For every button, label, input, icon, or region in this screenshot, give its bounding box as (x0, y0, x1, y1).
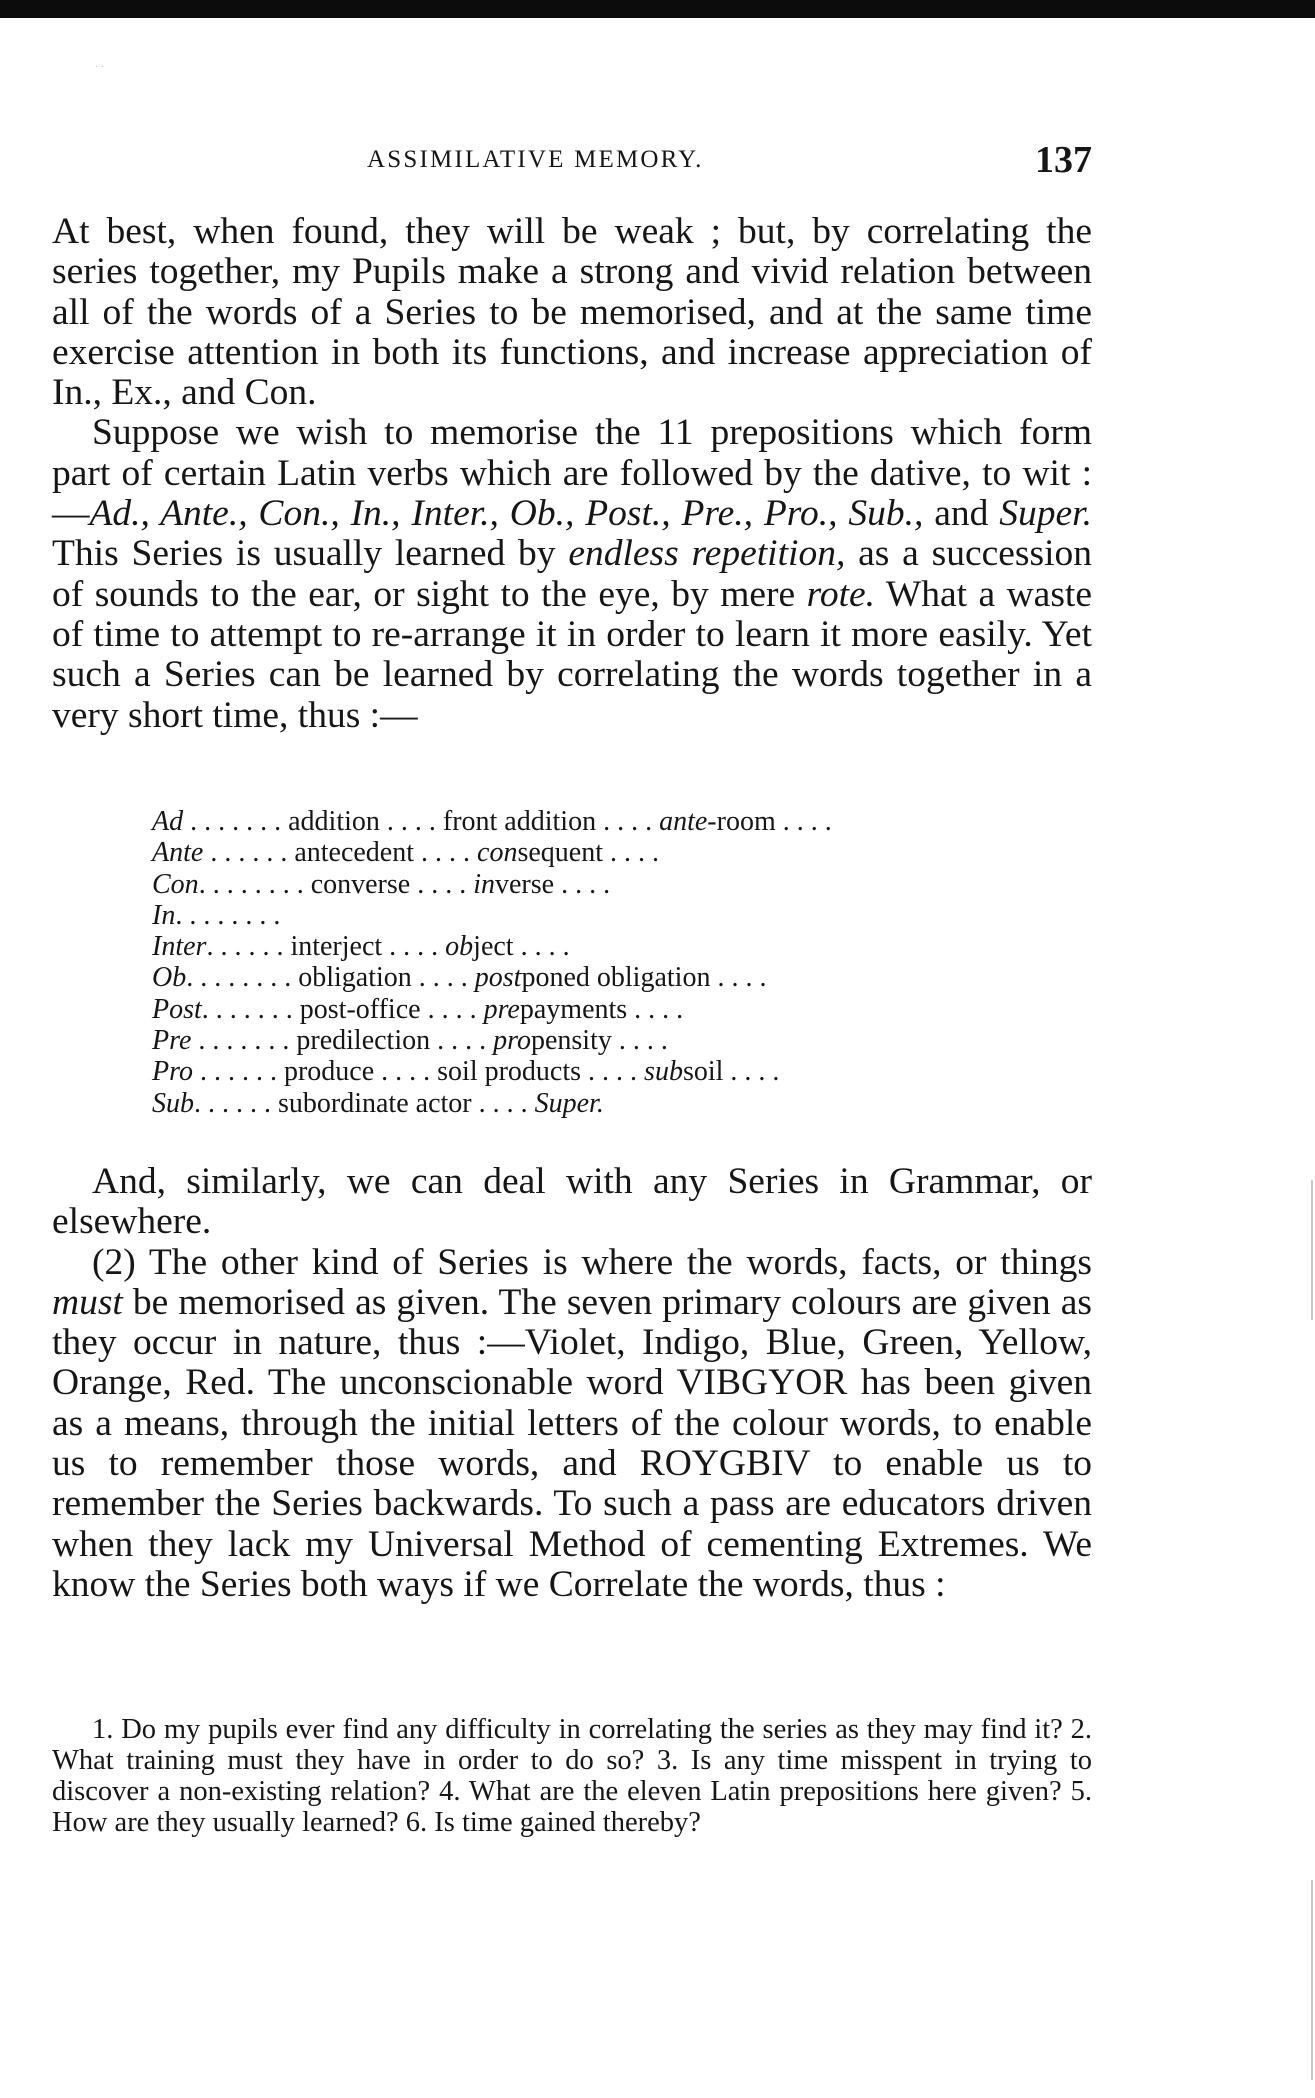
row-part: front addition (442, 806, 597, 837)
row-term: Con (152, 868, 199, 900)
row-part: . . . . (611, 1025, 668, 1057)
paragraph-4 (52, 1243, 1092, 1606)
correlation-row (152, 837, 1052, 868)
row-term: Sub (152, 1087, 194, 1119)
row-part: . . . . (410, 868, 474, 900)
row-term: Post (152, 993, 202, 1025)
paragraph-2 (52, 413, 1092, 735)
row-part: converse (310, 868, 411, 900)
row-part: . . . . (723, 1056, 780, 1088)
row-italic-part: pre (483, 993, 520, 1025)
row-leader-dots: . . . . . . (206, 931, 291, 963)
paragraph-1: At best, when found, they will be weak ; but, by correlating the series together, my Pupils make a strong and vivid relation between all of the words of a Series to be memorised, and at the same time exercise attention in both its functions, and increase appreciation of In., Ex., and Con. (52, 211, 1092, 414)
row-italic-part: in (473, 868, 495, 900)
page-header (52, 139, 1092, 182)
row-italic-part: Super. (534, 1087, 604, 1119)
row-leader-dots: . . . . . . . . (175, 899, 281, 931)
paragraph-4-text: be memorised as given. The seven primary colours are given as they occur in nature, thus :—Violet, Indigo, Blue, Green, Yellow, Orange, Red. The unconscionable word VIBGYOR has been given as a means, through the initial letters of the colour words, to enable us to remember those words, and ROYGBIV to enable us to remember the Series backwards. To such a pass are educators driven when they lack my Universal Method of cementing Extremes. We know the Series both ways if we Correlate the words, thus : (52, 1281, 1092, 1605)
row-part: sequent (517, 837, 603, 869)
row-part: . . . . (710, 962, 767, 994)
correlation-table (152, 806, 1052, 1119)
row-term: Ob (152, 962, 187, 994)
row-part: subordinate actor (278, 1087, 472, 1119)
preposition-list: Ad., Ante., Con., In., Inter., Ob., Post., Pre., Pro., Sub., (89, 493, 924, 535)
row-part: . . . . (420, 993, 484, 1025)
row-part: obligation (298, 962, 412, 994)
paragraph-2-text: Suppose we wish to memorise the 11 prepositions which form part of certain Latin verbs which are followed by the dative, to wit :— (52, 412, 1092, 535)
correlation-row (152, 1088, 1052, 1119)
row-part: interject (290, 931, 383, 963)
row-part: . . . . (382, 931, 446, 963)
paragraph-3: And, similarly, we can deal with any Series in Grammar, or elsewhere. (52, 1161, 1092, 1243)
row-part: . . . . (775, 806, 832, 837)
correlation-row (152, 962, 1052, 993)
row-part: poned obligation (521, 962, 711, 994)
scan-speck: · · (95, 62, 105, 73)
row-term: Pro (152, 1056, 193, 1088)
row-term: In (152, 899, 176, 931)
page-number: 137 (1035, 139, 1092, 181)
row-part: post-office (299, 993, 421, 1025)
row-part: . . . . (374, 1056, 438, 1088)
correlation-row (152, 900, 1052, 931)
row-term: Ante (152, 837, 204, 869)
row-part: . . . . (627, 993, 684, 1025)
row-part: produce (283, 1056, 375, 1088)
row-leader-dots: . . . . . . . (183, 806, 289, 837)
paragraph-2-text: as a succession of sounds to the ear, or sight to the eye, by mere (52, 533, 1093, 615)
paragraph-4-text: (2) The other kind of Series is where the words, facts, or things (92, 1241, 1092, 1283)
row-part: addition (288, 806, 380, 837)
scan-top-border (0, 0, 1315, 18)
correlation-row (152, 869, 1052, 900)
emphasis-endless-repetition: endless repetition, (568, 533, 846, 575)
body-text (52, 212, 1092, 736)
row-part: payments (519, 993, 628, 1025)
row-term: Inter (152, 931, 207, 963)
row-leader-dots: . . . . . . . . (198, 868, 311, 900)
row-part: soil (682, 1056, 724, 1088)
row-part: pensity (530, 1025, 612, 1057)
row-leader-dots: . . . . . . . (201, 993, 300, 1025)
row-italic-part: post (474, 962, 522, 994)
row-part: -room (707, 806, 776, 837)
row-part: ject (473, 931, 514, 963)
row-part: . . . . (379, 806, 443, 837)
row-italic-part: ob (445, 931, 474, 963)
emphasis-rote: rote. (806, 573, 876, 615)
row-term: Pre (152, 1025, 192, 1057)
correlation-row (152, 1056, 1052, 1087)
row-part: . . . . (414, 837, 478, 869)
row-part: . . . . (471, 1087, 535, 1119)
row-leader-dots: . . . . . . . . (186, 962, 299, 994)
correlation-row (152, 931, 1052, 962)
row-italic-part: sub (644, 1056, 683, 1088)
row-part: . . . . (602, 837, 659, 869)
row-part: antecedent (294, 837, 415, 869)
row-italic-part: ante (659, 806, 708, 837)
row-leader-dots: . . . . . . (194, 1087, 278, 1119)
preposition-super: Super. (999, 493, 1092, 535)
scan-edge-mark (1311, 1880, 1313, 2080)
row-leader-dots: . . . . . . (203, 837, 295, 869)
paragraph-2-text: This Series is usually learned by (52, 533, 569, 575)
correlation-row (152, 806, 1052, 837)
correlation-row (152, 1025, 1052, 1056)
running-title: ASSIMILATIVE MEMORY. (367, 146, 704, 173)
row-part: . . . . (513, 931, 570, 963)
scan-edge-mark (1311, 1180, 1313, 1320)
row-term: Ad (152, 806, 184, 837)
row-italic-part: con (477, 837, 518, 869)
paragraph-2-text: and (923, 493, 1000, 535)
row-part: verse (494, 868, 555, 900)
correlation-row (152, 994, 1052, 1025)
review-questions: 1. Do my pupils ever find any difficulty in correlating the series as they may find it? 2. What training must they have in order to do so? 3. Is any time misspent in trying to discover a non-existing relation? 4. What are the eleven Latin prepositions here given? 5. How are they usually learned? 6. Is time gained thereby? (52, 1714, 1092, 1838)
body-text-continued (52, 1162, 1092, 1605)
row-part: . . . . (596, 806, 660, 837)
row-part: soil products (437, 1056, 582, 1088)
paragraph-2-text: What a waste of time to attempt to re-arrange it in order to learn it more easily. Yet such a Series can be learned by correlating the words together in a very short time, thus :— (52, 573, 1092, 736)
row-leader-dots: . . . . . . . (191, 1025, 297, 1057)
row-part: . . . . (554, 868, 611, 900)
row-part: . . . . (411, 962, 475, 994)
row-part: . . . . (430, 1025, 494, 1057)
emphasis-must: must (52, 1281, 123, 1323)
row-part: predilection (296, 1025, 431, 1057)
row-part: . . . . (581, 1056, 645, 1088)
row-italic-part: pro (493, 1025, 531, 1057)
row-leader-dots: . . . . . . (192, 1056, 284, 1088)
